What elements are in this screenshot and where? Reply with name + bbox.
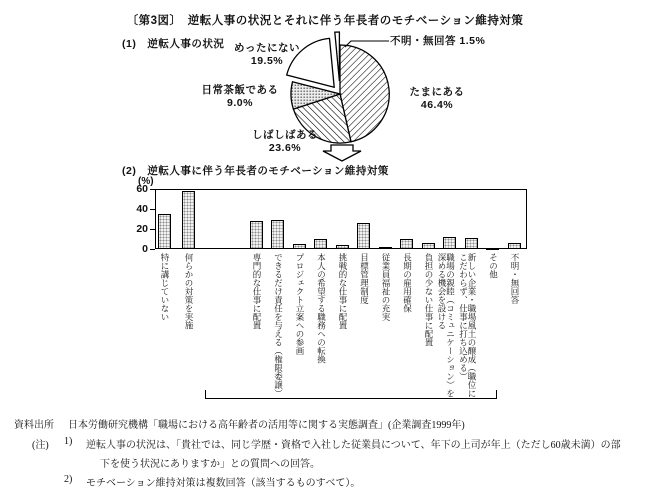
- y-tick-mark: [150, 249, 155, 250]
- note1-number: 1): [64, 436, 73, 447]
- note2-number: 2): [64, 474, 73, 485]
- pie-label-pct: 1.5%: [459, 35, 486, 47]
- note2-text: モチベーション維持対策は複数回答（該当するものすべて）。: [86, 478, 361, 489]
- pie-label-shibashiba: [243, 129, 327, 156]
- bar-category-label-11: 職場の親睦（コミュニケーション）を深める機会を設ける: [437, 253, 456, 398]
- bar-category-label-3: できるだけ責任を与える（権限委譲）: [273, 253, 284, 398]
- bar-category-label-5: 本人の希望する職務への転換: [316, 253, 327, 364]
- bar-3: [271, 220, 284, 250]
- figure-title: 〔第3図〕 逆転人事の状況とそれに伴う年長者のモチベーション維持対策: [126, 15, 524, 27]
- bar-category-label-8: 従業員福祉の充実: [381, 253, 391, 321]
- pie-label-pct: 23.6%: [268, 142, 302, 155]
- pie-label-text: 不明・無回答: [390, 35, 456, 47]
- pie-label-nichijosahan: [190, 84, 290, 111]
- section1-heading: (1) 逆転人事の状況: [122, 38, 225, 50]
- bar-11: [443, 237, 456, 250]
- bar-category-label-4: プロジェクト立案への参画: [295, 253, 305, 355]
- y-tick-mark: [150, 209, 155, 210]
- bar-category-label-13: その他: [488, 253, 499, 279]
- bar-6: [336, 245, 349, 249]
- bar-14: [508, 243, 521, 249]
- pie-label-pct: 9.0%: [227, 97, 253, 110]
- pie-label-mettaninai: [226, 42, 308, 69]
- bar-5: [314, 239, 327, 250]
- bar-category-label-14: 不明・無回答: [510, 253, 520, 304]
- bar-category-label-2: 専門的な仕事に配置: [252, 253, 262, 330]
- bar-10: [422, 243, 435, 249]
- section2-heading: (2) 逆転人事に伴う年長者のモチベーション維持対策: [122, 165, 389, 177]
- source-label: 資料出所: [14, 420, 54, 431]
- pie-label-text: たまにある: [409, 86, 465, 98]
- notes-label: (注): [32, 440, 49, 451]
- y-tick-label-60: 60: [136, 183, 148, 195]
- bar-category-label-7: 目標管理制度: [359, 253, 370, 304]
- pie-label-text: めったにない: [234, 42, 300, 54]
- pie-label-pct: 19.5%: [250, 55, 284, 68]
- bar-13: [486, 248, 499, 250]
- bar-4: [293, 244, 306, 249]
- bar-8: [379, 247, 392, 250]
- y-tick-mark: [150, 229, 155, 230]
- bar-category-label-1: 何らかの対策を実施: [184, 253, 194, 330]
- pie-label-pct: 46.4%: [420, 99, 454, 112]
- source-text: 日本労働研究機構「職場における高年齢者の活用等に関する実態調査」(企業調査1999年): [68, 420, 465, 431]
- bar-category-label-6: 挑戦的な仕事に配置: [338, 253, 348, 330]
- y-tick-label-40: 40: [136, 203, 148, 215]
- bar-category-label-0: 特に講じていない: [160, 253, 170, 321]
- note1-line2: 下を使う状況にありますか」との質問への回答。: [100, 459, 320, 470]
- bar-0: [158, 214, 171, 250]
- y-tick-mark: [150, 189, 155, 190]
- down-arrow-icon: [323, 145, 361, 161]
- y-tick-label-0: 0: [142, 243, 148, 255]
- bar-12: [465, 238, 478, 250]
- y-tick-label-20: 20: [136, 223, 148, 235]
- pie-slice-4: [335, 32, 340, 81]
- bar-1: [182, 191, 195, 249]
- bar-9: [400, 239, 413, 250]
- bar-category-label-10: 負担の少ない仕事に配置: [424, 253, 434, 347]
- bar-7: [357, 223, 370, 250]
- y-axis-unit-label: (%): [138, 176, 154, 187]
- pie-label-text: しばしばある: [252, 129, 318, 141]
- pie-label-text: 日常茶飯である: [201, 84, 279, 96]
- pie-label-fumei: [390, 35, 485, 48]
- pie-label-tamaniaru: [398, 86, 476, 113]
- bar-category-label-9: 長期の雇用確保: [402, 253, 413, 313]
- bar-2: [250, 221, 263, 250]
- bar-category-label-12: 新しい企業・職場風土の醸成（職位にこだわらず、仕事に打ち込める）: [458, 253, 477, 398]
- note1-line1: 逆転人事の状況は、「貴社では、同じ学歴・資格で入社した従業員について、年下の上司が年上（ただし60歳未満）の部: [86, 440, 621, 451]
